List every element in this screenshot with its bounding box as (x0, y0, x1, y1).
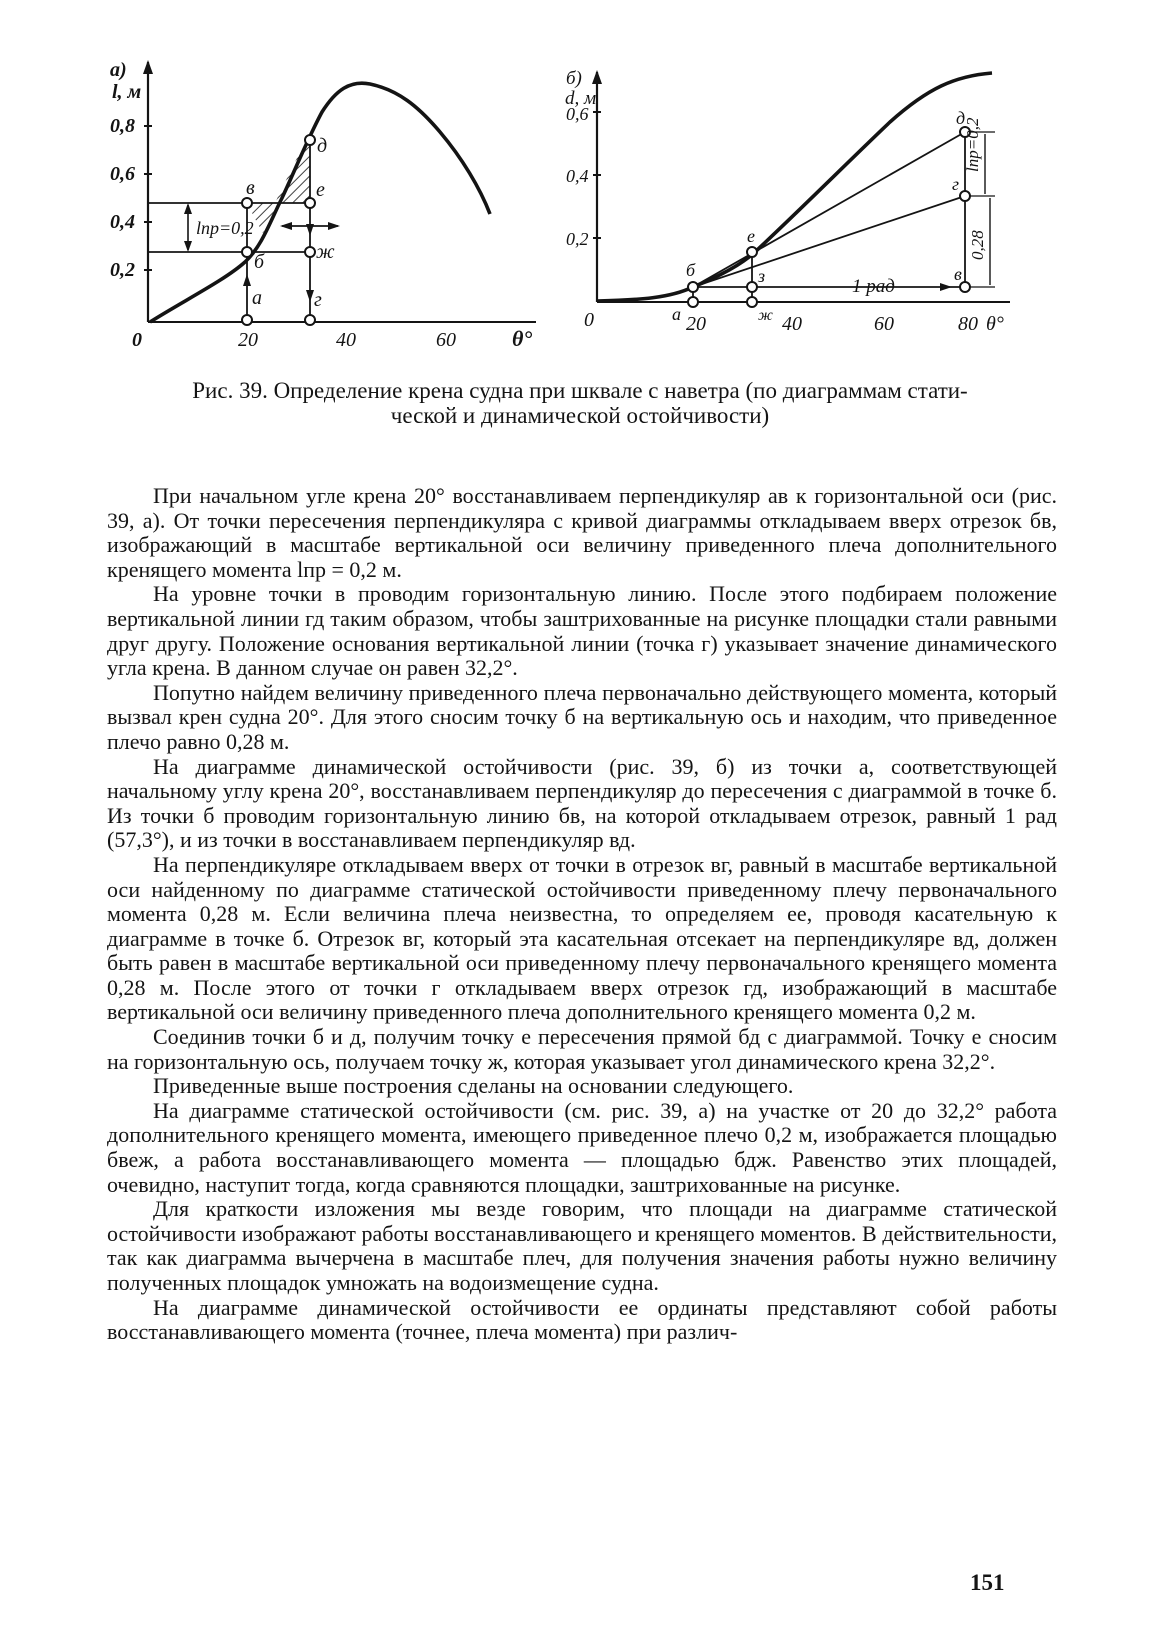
point-e-left (305, 198, 315, 208)
one-radian-annotation: 1 рад (852, 276, 895, 297)
point-label-zh: ж (316, 241, 335, 263)
right-y-tick-label: 0,6 (566, 104, 589, 124)
left-panel-label: а) (110, 59, 127, 81)
point-b-right (688, 282, 698, 292)
point-label-d: д (317, 135, 328, 157)
point-g-left (305, 315, 315, 325)
paragraph: Для краткости изложения мы везде говорим, что площади на диаграмме статической остойчивости изображают работы восстанавливающего и кренящего моментов. В действительности, так как диаграмма вычерчена в масштабе плеч, для получения значения работы нужно величину полученных площадок умножать на водоизмещение судна. (107, 1196, 1057, 1295)
point-b-left (242, 247, 252, 257)
point-label-a: а (252, 287, 262, 309)
point-label-a-right: а (672, 304, 681, 324)
left-x-tick-label: 20 (238, 329, 258, 351)
left-y-tick-label: 0,8 (110, 115, 135, 137)
paragraph: На уровне точки в проводим горизонтальную линию. После этого подбираем положение вертикальной линии гд таким образом, чтобы заштрихованные на рисунке площадки стали равными друг другу. Положение основания вертикальной линии (точка г) указывает значение динамического угла крена. В данном случае он равен 32,2°. (107, 581, 1057, 681)
lpr-annotation-left: lпр=0,2 (196, 218, 254, 238)
paragraph: На диаграмме статической остойчивости (см. рис. 39, а) на участке от 20 до 32,2° работа дополнительного кренящего момента, имеющего приведенное плечо 0,2 м, изображается площадью бвеж, а работа восстанавливающего момента — площадью бдж. Равенство этих площадей, очевидно, наступит тогда, когда сравняются площадки, заштрихованные на рисунке. (107, 1097, 1057, 1197)
right-x-tick-label: 20 (686, 313, 706, 335)
caption-line: Рис. 39. Определение крена судна при шквале с наветра (по диаграммам стати- (192, 378, 968, 403)
point-label-z-right: з (758, 266, 766, 286)
paragraph: На перпендикуляре откладываем вверх от точки в отрезок вг, равный в масштабе вертикальной оси найденному по диаграмме статической остойчивости приведенному плечу первоначального момента 0,28 м. Если величина плеча неизвестна, то определяем ее, проводя касательную к диаграмме в точке б. Отрезок вг, который эта касательная отсекает на перпендикуляре вд, должен быть равен в масштабе вертикальной оси приведенному плечу первоначального кренящего момента 0,28 м. После этого от точки г откладываем вверх отрезок гд, изображающий в масштабе вертикальной оси величину приведенного плеча дополнительного кренящего момента 0,2 м. (107, 851, 1057, 1025)
point-label-g-right: г (952, 174, 960, 194)
paragraph: На диаграмме динамической остойчивости ее ординаты представляют собой работы восстанавливающего момента (точнее, плеча момента) при различ- (107, 1294, 1057, 1345)
lpr-annotation-right: lпр=0,2 (963, 117, 982, 172)
left-x-axis-label: θ° (512, 326, 533, 351)
point-label-d-right: д (956, 108, 966, 128)
right-panel-label: б) (566, 68, 582, 89)
point-g-right (960, 191, 970, 201)
left-y-axis-label: l, м (112, 81, 142, 103)
right-y-axis-label: d, м (565, 88, 597, 109)
left-origin-label: 0 (132, 329, 142, 351)
figure-caption (100, 378, 1060, 428)
point-label-v-right: в (954, 264, 962, 284)
paragraph: Попутно найдем величину приведенного плеча первоначально действующего момента, который вызвал крен судна 20°. Для этого сносим точку б на вертикальную ось и находим, что приведенное плечо равно 0,28 м. (107, 679, 1057, 754)
right-origin-label: 0 (584, 309, 594, 331)
caption-line: ческой и динамической остойчивости) (390, 403, 770, 428)
left-y-tick-label: 0,6 (110, 163, 135, 185)
paragraph: При начальном угле крена 20° восстанавливаем перпендикуляр ав к горизонтальной оси (рис. 39, а). От точки пересечения перпендикуляра с кривой диаграммы откладываем вверх отрезок бв, изображающий в масштабе вертикальной оси величину приведенного плеча дополнительного кренящего момента lпр = 0,2 м. (107, 483, 1057, 582)
page-number: 151 (970, 1570, 1005, 1595)
right-y-tick-label: 0,2 (566, 229, 589, 249)
paragraph: Соединив точки б и д, получим точку е пересечения прямой бд с диаграммой. Точку е сносим на горизонтальную ось, получаем точку ж, которая указывает угол динамического крена 32,2°. (107, 1024, 1057, 1074)
point-label-g: г (314, 289, 322, 311)
right-y-tick-label: 0,4 (566, 166, 589, 186)
point-a-left (242, 315, 252, 325)
figure-39-drawing (0, 0, 1152, 380)
point-label-zh-right: ж (758, 307, 773, 324)
figure-39 (0, 0, 1152, 380)
body-text (107, 484, 1057, 1345)
point-label-e-right: е (747, 226, 755, 246)
right-x-axis-label: θ° (986, 313, 1004, 335)
dynamic-stability-diagram (565, 68, 1010, 335)
point-zh-right (747, 297, 757, 307)
left-y-axis-arrow (143, 60, 153, 74)
right-x-tick-label: 80 (958, 313, 978, 335)
point-v-left (242, 198, 252, 208)
point-d-left (305, 135, 315, 145)
point-a-right (688, 297, 698, 307)
point-z-right (747, 282, 757, 292)
paragraph: Приведенные выше построения сделаны на основании следующего. (153, 1073, 794, 1099)
point-label-b-right: б (686, 260, 696, 280)
value-028-annotation: 0,28 (968, 230, 987, 260)
left-x-tick-label: 60 (436, 329, 456, 351)
left-y-tick-label: 0,2 (110, 259, 135, 281)
dynamic-stability-curve (597, 73, 992, 301)
point-label-v: в (246, 177, 255, 199)
left-x-tick-label: 40 (336, 329, 356, 351)
paragraph: На диаграмме динамической остойчивости (рис. 39, б) из точки а, соответствующей начальному углу крена 20°, восстанавливаем перпендикуляр до пересечения с диаграммой в точке б. Из точки б проводим горизонтальную линию бв, на которой откладываем отрезок, равный 1 рад (57,3°), и из точки в восстанавливаем перпендикуляр вд. (107, 753, 1057, 853)
right-x-tick-label: 60 (874, 313, 894, 335)
left-y-tick-label: 0,4 (110, 211, 135, 233)
static-stability-diagram (110, 59, 536, 351)
point-label-b: б (254, 251, 265, 273)
point-label-e: е (316, 179, 325, 201)
point-e-right (747, 247, 757, 257)
right-x-tick-label: 40 (782, 313, 802, 335)
point-zh-left (305, 247, 315, 257)
